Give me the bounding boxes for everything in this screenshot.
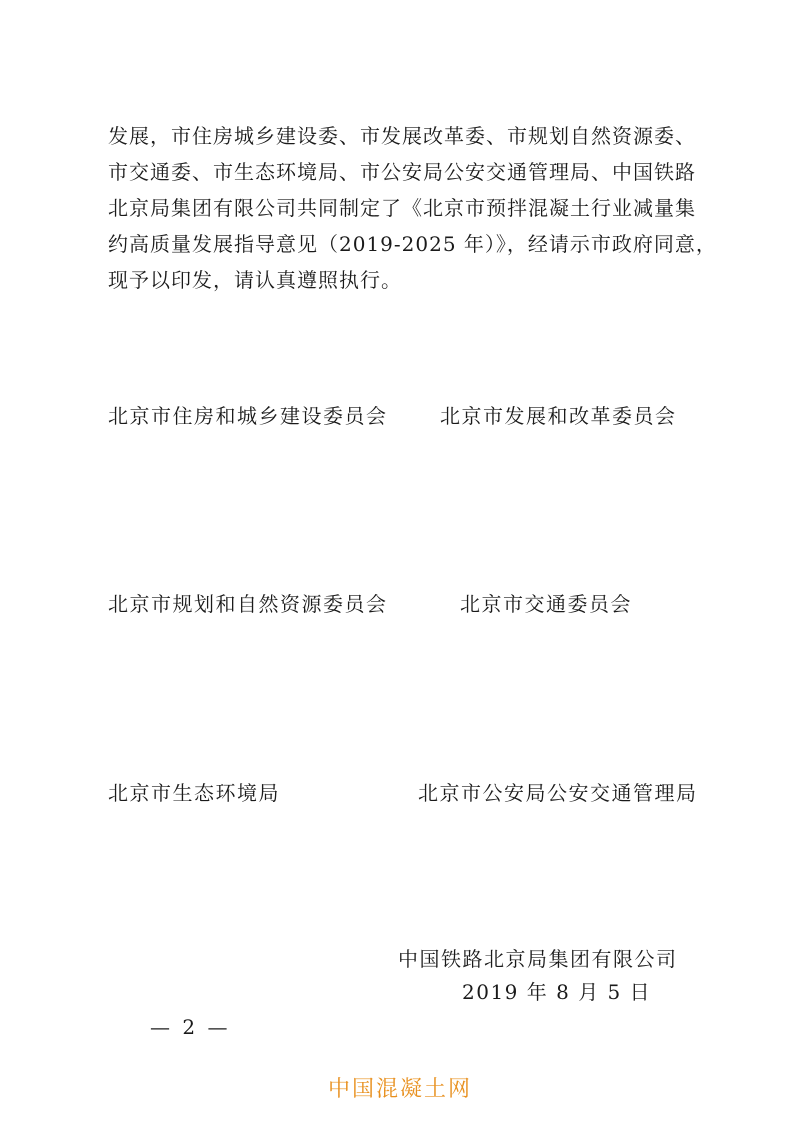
signatory-housing-commission: 北京市住房和城乡建设委员会 bbox=[108, 404, 388, 428]
paragraph-line: 现予以印发，请认真遵照执行。 bbox=[108, 268, 402, 292]
signatory-ecology-environment-bureau: 北京市生态环境局 bbox=[108, 781, 280, 805]
signatory-transport-commission: 北京市交通委员会 bbox=[460, 592, 632, 616]
paragraph-line: 市交通委、市生态环境局、市公安局公安交通管理局、中国铁路 bbox=[108, 160, 696, 184]
watermark-text: 中国混凝土网 bbox=[327, 1077, 472, 1102]
page-number: — 2 — bbox=[150, 1015, 231, 1039]
signatory-china-railway-beijing: 中国铁路北京局集团有限公司 bbox=[398, 947, 678, 971]
body-paragraph bbox=[108, 118, 717, 298]
paragraph-line: 约高质量发展指导意见（2019-2025 年）》，经请示市政府同意， bbox=[108, 232, 717, 256]
paragraph-line: 北京局集团有限公司共同制定了《北京市预拌混凝土行业减量集 bbox=[108, 196, 696, 220]
paragraph-line: 发展，市住房城乡建设委、市发展改革委、市规划自然资源委、 bbox=[108, 124, 696, 148]
signatory-traffic-management-bureau: 北京市公安局公安交通管理局 bbox=[418, 781, 698, 805]
signatory-planning-resources-commission: 北京市规划和自然资源委员会 bbox=[108, 592, 388, 616]
signatory-development-reform-commission: 北京市发展和改革委员会 bbox=[440, 404, 677, 428]
issue-date: 2019 年 8 月 5 日 bbox=[462, 980, 652, 1004]
